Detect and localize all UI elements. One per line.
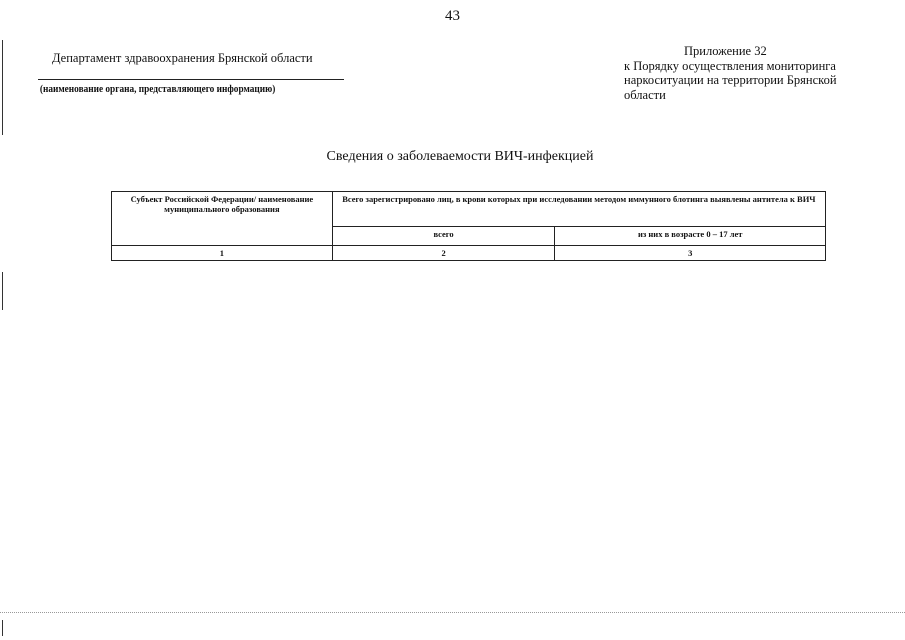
scan-artifact-line [0, 612, 905, 613]
scan-edge-mark-top [2, 40, 3, 135]
column-header-total: всего [332, 227, 555, 246]
column-header-minors: из них в возрасте 0 – 17 лет [555, 227, 826, 246]
organization-block [38, 50, 346, 95]
column-group-header-registered: Всего зарегистрировано лиц, в крови которых при исследовании методом иммунного блотинга выявлены антитела к ВИЧ [332, 192, 825, 227]
appendix-line-1: к Порядку осуществления мониторинга [624, 58, 836, 73]
hiv-statistics-table [111, 191, 826, 261]
column-number-3: 3 [555, 246, 826, 261]
appendix-note [624, 44, 864, 102]
scan-edge-mark-bottom [2, 620, 3, 636]
column-number-row [112, 246, 826, 261]
appendix-title: Приложение 32 [684, 44, 767, 58]
document-title: Сведения о заболеваемости ВИЧ-инфекцией [326, 149, 594, 164]
page-number: 43 [445, 8, 460, 24]
column-number-1: 1 [112, 246, 333, 261]
organization-caption: (наименование органа, представляющего информацию) [39, 84, 276, 95]
column-header-subject: Субъект Российской Федерации/ наименование муниципального образования [112, 192, 333, 246]
appendix-line-3: области [624, 87, 666, 102]
column-number-2: 2 [332, 246, 555, 261]
appendix-line-2: наркоситуации на территории Брянской [624, 73, 837, 87]
organization-underline [38, 79, 344, 80]
scan-edge-mark-middle [2, 272, 3, 310]
organization-name: Департамент здравоохранения Брянской области [52, 51, 313, 65]
